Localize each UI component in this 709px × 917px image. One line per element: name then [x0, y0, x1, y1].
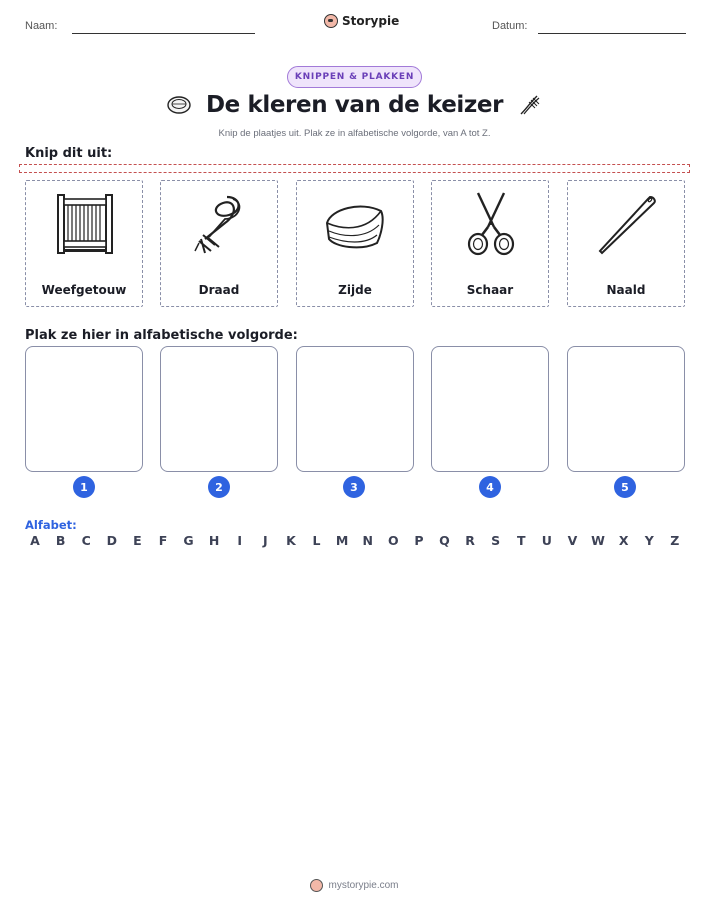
alphabet-letter: E [133, 533, 142, 548]
alphabet-letter: W [591, 533, 605, 548]
alphabet-row [25, 533, 685, 548]
thread-small-icon [517, 92, 543, 118]
alphabet-letter: O [387, 533, 399, 548]
silk-cloth-icon [321, 189, 391, 259]
alphabet-letter: Q [439, 533, 450, 548]
alphabet-letter: V [567, 533, 578, 548]
slot-number-1: 1 [73, 476, 95, 498]
slot-number-2: 2 [208, 476, 230, 498]
alphabet-letter: A [30, 533, 40, 548]
footer [0, 879, 709, 892]
card-label: Weefgetouw [41, 283, 127, 297]
paste-slot-4[interactable] [431, 346, 549, 472]
alphabet-letter: J [263, 533, 268, 548]
alphabet-letter: T [517, 533, 526, 548]
alphabet-letter: Z [670, 533, 680, 548]
date-label: Datum: [492, 20, 528, 32]
alphabet-letter: X [618, 533, 629, 548]
card-naald[interactable] [567, 180, 685, 307]
alphabet-letter: M [335, 533, 349, 548]
brand-name: Storypie [342, 14, 400, 28]
slot-number-3: 3 [343, 476, 365, 498]
loom-icon [50, 189, 120, 259]
alphabet-letter: D [106, 533, 117, 548]
paste-slot-5[interactable] [567, 346, 685, 472]
card-zijde[interactable] [296, 180, 414, 307]
alphabet-letter: G [183, 533, 194, 548]
alphabet-letter: N [362, 533, 373, 548]
card-label: Naald [606, 283, 646, 297]
thread-icon [185, 189, 255, 259]
alphabet-letter: U [541, 533, 552, 548]
needle-icon [592, 189, 662, 259]
card-weefgetouw[interactable] [25, 180, 143, 307]
storypie-footer-logo-icon [310, 879, 323, 892]
card-schaar[interactable] [431, 180, 549, 307]
alphabet-letter: R [465, 533, 475, 548]
name-label: Naam: [25, 20, 58, 32]
name-line[interactable] [72, 33, 255, 34]
page-title: De kleren van de keizer [205, 92, 504, 118]
card-label: Schaar [466, 283, 514, 297]
slot-number-5: 5 [614, 476, 636, 498]
paste-slot-3[interactable] [296, 346, 414, 472]
footer-url[interactable]: mystorypie.com [328, 880, 399, 891]
alphabet-letter: K [286, 533, 296, 548]
storypie-logo-icon [324, 14, 338, 28]
cut-section-label: Knip dit uit: [25, 146, 113, 161]
card-label: Draad [198, 283, 240, 297]
alphabet-letter: B [55, 533, 66, 548]
alphabet-letter: L [312, 533, 321, 548]
alphabet-letter: H [208, 533, 220, 548]
alphabet-letter: Y [644, 533, 654, 548]
slot-number-4: 4 [479, 476, 501, 498]
alphabet-letter: S [491, 533, 501, 548]
card-label: Zijde [338, 283, 372, 297]
brand-logo [324, 14, 399, 28]
scissors-icon [456, 189, 526, 259]
alphabet-letter: I [237, 533, 243, 548]
cut-line [19, 164, 690, 173]
instructions: Knip de plaatjes uit. Plak ze in alfabetische volgorde, van A tot Z. [218, 128, 491, 139]
alphabet-label: Alfabet: [25, 518, 77, 532]
paste-slot-2[interactable] [160, 346, 278, 472]
activity-badge: KNIPPEN & PLAKKEN [287, 66, 422, 88]
alphabet-letter: C [81, 533, 91, 548]
paste-slot-1[interactable] [25, 346, 143, 472]
paste-section-label: Plak ze hier in alfabetische volgorde: [25, 328, 298, 343]
card-draad[interactable] [160, 180, 278, 307]
title-row [0, 92, 709, 118]
coin-icon [166, 92, 192, 118]
alphabet-letter: F [158, 533, 168, 548]
alphabet-letter: P [414, 533, 424, 548]
date-line[interactable] [538, 33, 686, 34]
